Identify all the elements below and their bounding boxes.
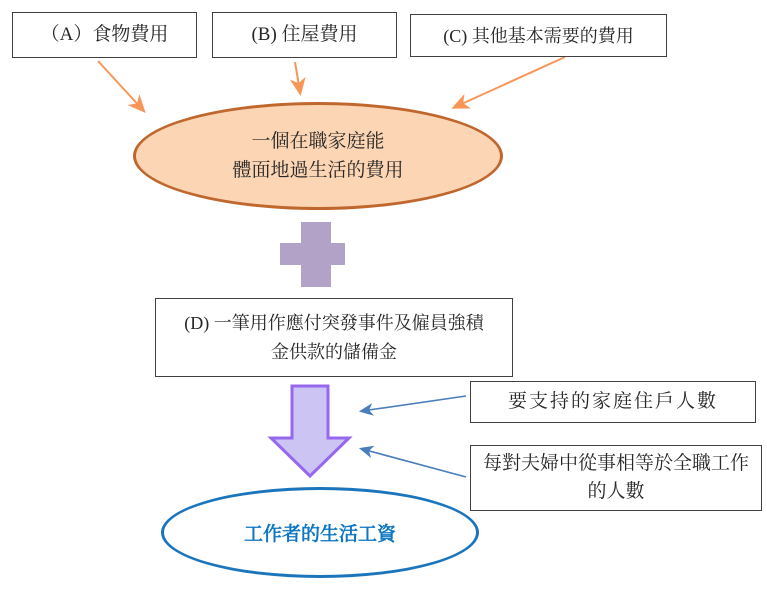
down-arrow-icon [271,386,349,476]
living-wage-ellipse [161,487,479,578]
living-wage-label: 工作者的生活工資 [243,524,396,545]
fulltime-workers-box [470,445,762,511]
other-basic-needs-box [410,14,667,57]
household-size-box [470,381,756,423]
arrow-food-to-cost-icon [98,61,143,110]
arrow-workers-to-result-icon [362,449,466,477]
housing-cost-box [212,12,397,58]
reserve-fund-box [155,298,513,377]
arrow-household-to-result-icon [362,396,466,411]
plus-icon [280,222,345,287]
arrow-housing-to-cost-icon [295,62,300,92]
decent-living-cost-line1: 一個在職家庭能 [251,131,385,152]
reserve-fund-line1: (D) 一筆用作應付突發事件及僱員強積 [184,312,484,333]
other-basic-needs-label: (C) 其他基本需要的費用 [443,25,634,46]
decent-living-cost-line2: 體面地過生活的費用 [232,160,404,181]
reserve-fund-line2: 金供款的儲備金 [271,341,397,362]
fulltime-workers-line2: 的人數 [587,481,645,502]
household-size-label: 要支持的家庭住戶人數 [507,391,718,412]
decent-living-cost-ellipse [133,102,503,210]
arrow-other-to-cost-icon [455,57,565,107]
fulltime-workers-line1: 每對夫婦中從事相等於全職工作 [482,453,749,474]
food-cost-box [12,12,197,58]
food-cost-label: （A）食物費用 [40,24,169,45]
housing-cost-label: (B) 住屋費用 [251,24,358,45]
